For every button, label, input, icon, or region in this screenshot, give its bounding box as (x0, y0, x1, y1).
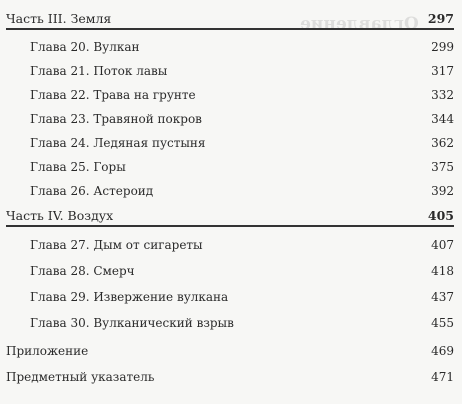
toc-row[interactable] (30, 134, 454, 152)
section-divider (6, 28, 454, 30)
back-matter-title: Приложение (6, 344, 89, 358)
chapter-title: Глава 21. Поток лавы (30, 64, 168, 78)
chapter-page-number: 362 (431, 136, 454, 150)
chapter-page-number: 392 (431, 184, 454, 198)
section-title: Часть IV. Воздух (6, 208, 114, 223)
section-heading[interactable] (6, 205, 454, 223)
toc-row[interactable] (6, 368, 454, 386)
chapter-page-number: 299 (431, 40, 454, 54)
chapter-page-number: 344 (431, 112, 454, 126)
bleed-through-heading: Оглавление (300, 14, 419, 34)
section-divider (6, 225, 454, 227)
back-matter-page-number: 469 (431, 344, 454, 358)
section-heading[interactable] (6, 8, 454, 26)
chapter-page-number: 317 (431, 64, 454, 78)
chapter-title: Глава 26. Астероид (30, 184, 154, 198)
toc-row[interactable] (30, 38, 454, 56)
chapter-title: Глава 20. Вулкан (30, 40, 140, 54)
chapter-title: Глава 28. Смерч (30, 264, 135, 278)
toc-row[interactable] (30, 110, 454, 128)
toc-row[interactable] (6, 342, 454, 360)
chapter-title: Глава 25. Горы (30, 160, 126, 174)
chapter-page-number: 407 (431, 238, 454, 252)
chapter-title: Глава 29. Извержение вулкана (30, 290, 229, 304)
chapter-title: Глава 22. Трава на грунте (30, 88, 196, 102)
back-matter-title: Предметный указатель (6, 370, 155, 384)
chapter-page-number: 437 (431, 290, 454, 304)
chapter-title: Глава 27. Дым от сигареты (30, 238, 203, 252)
chapter-title: Глава 24. Ледяная пустыня (30, 136, 206, 150)
toc-row[interactable] (30, 62, 454, 80)
chapter-title: Глава 30. Вулканический взрыв (30, 316, 234, 330)
chapter-title: Глава 23. Травяной покров (30, 112, 202, 126)
toc-row[interactable] (30, 86, 454, 104)
section-page-number: 405 (427, 208, 454, 223)
chapter-page-number: 375 (431, 160, 454, 174)
chapter-page-number: 455 (431, 316, 454, 330)
back-matter-page-number: 471 (431, 370, 454, 384)
toc-row[interactable] (30, 288, 454, 306)
section-page-number: 297 (427, 11, 454, 26)
toc-row[interactable] (30, 236, 454, 254)
toc-row[interactable] (30, 158, 454, 176)
toc-row[interactable] (30, 314, 454, 332)
toc-row[interactable] (30, 262, 454, 280)
section-title: Часть III. Земля (6, 11, 112, 26)
chapter-page-number: 332 (431, 88, 454, 102)
chapter-page-number: 418 (431, 264, 454, 278)
toc-row[interactable] (30, 182, 454, 200)
